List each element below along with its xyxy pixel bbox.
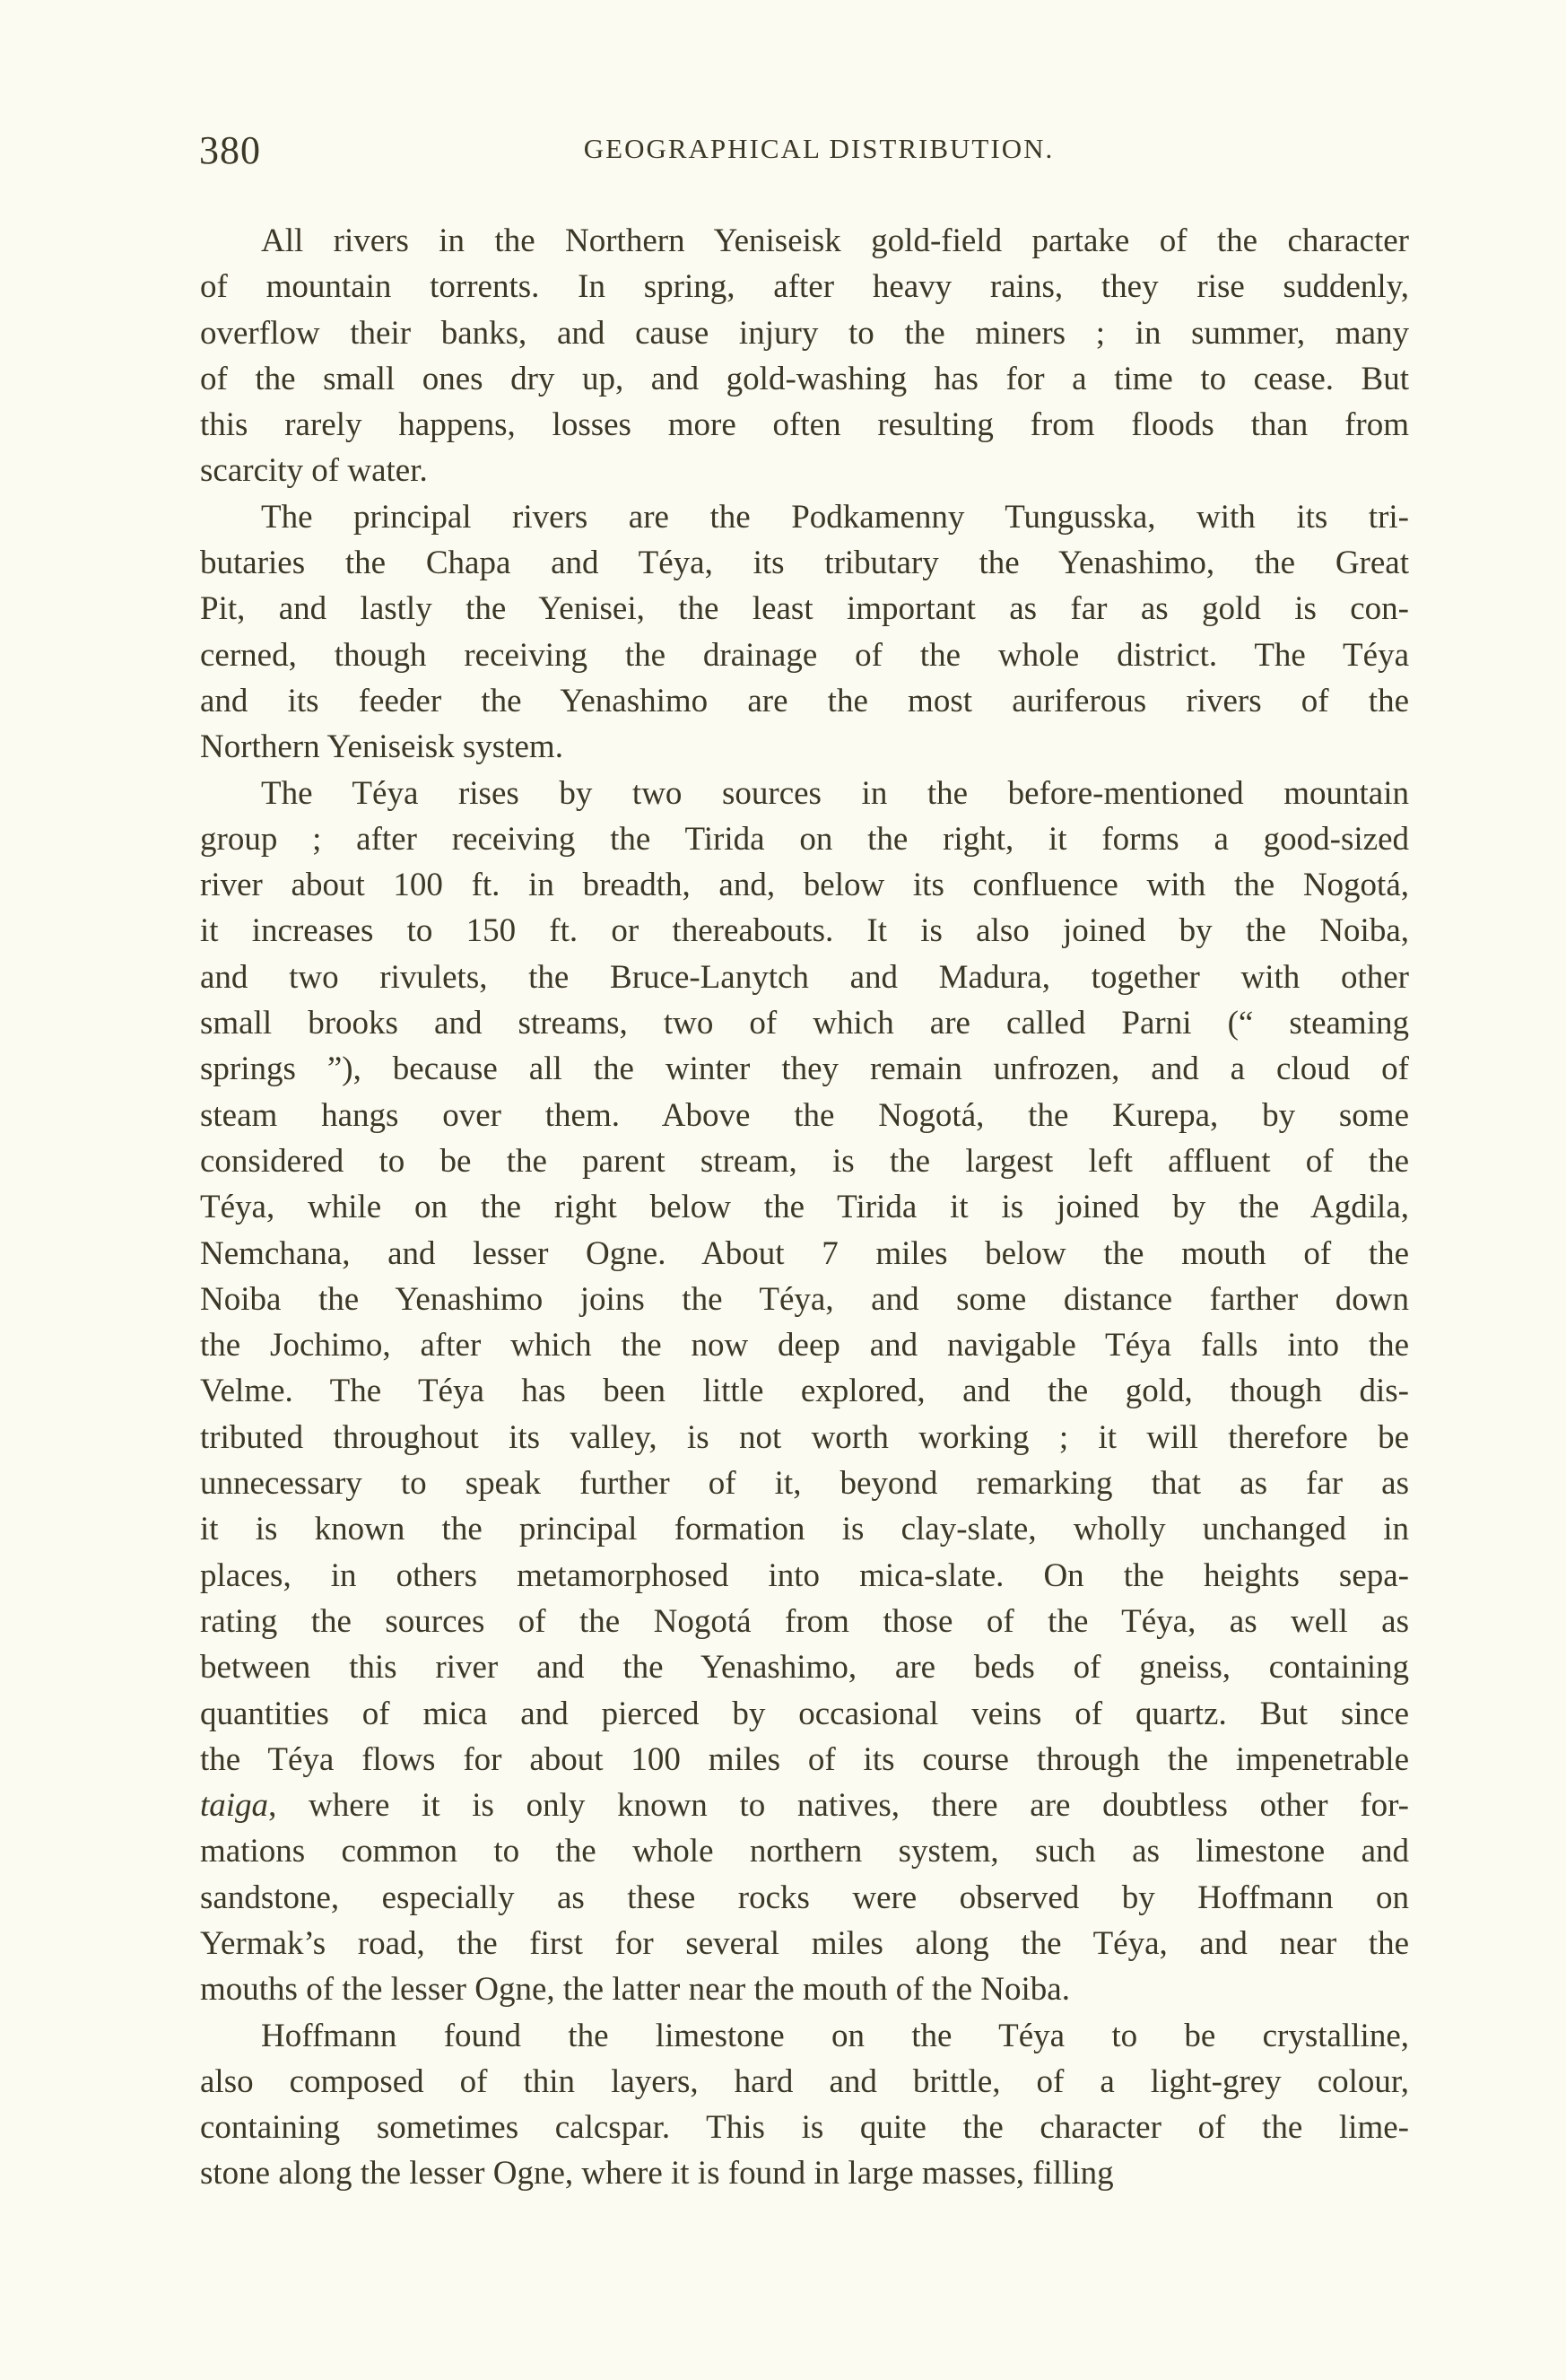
text-line: Velme. The Téya has been little explored, and the gold, though dis- [200, 1373, 1409, 1410]
italic-term: taiga [200, 1787, 269, 1825]
text-line: river about 100 ft. in breadth, and, below its confluence with the Nogotá, [200, 867, 1409, 904]
paragraph [200, 218, 1409, 494]
text-line: rating the sources of the Nogotá from those of the Téya, as well as [200, 1602, 1409, 1640]
text-line: also composed of thin layers, hard and brittle, of a light-grey colour, [200, 2062, 1409, 2100]
paragraph [200, 771, 1409, 2013]
text-line: The Téya rises by two sources in the before-mentioned mountain [261, 774, 1409, 812]
text-line: scarcity of water. [200, 452, 428, 490]
text-line: mouths of the lesser Ogne, the latter near the mouth of the Noiba. [200, 1971, 1070, 2009]
text-line: of the small ones dry up, and gold-washing has for a time to cease. But [200, 360, 1409, 397]
text-line: overflow their banks, and cause injury to the miners ; in summer, many [200, 314, 1409, 352]
text-line: group ; after receiving the Tirida on the right, it forms a good-sized [200, 820, 1409, 858]
text-line: small brooks and streams, two of which are called Parni (“ steaming [200, 1005, 1409, 1042]
text-line: it is known the principal formation is clay-slate, wholly unchanged in [200, 1511, 1409, 1548]
text-line: Hoffmann found the limestone on the Téya to be crystalline, [261, 2017, 1409, 2054]
text-line: considered to be the parent stream, is the largest left affluent of the [200, 1142, 1409, 1180]
text-line: sandstone, especially as these rocks were observed by Hoffmann on [200, 1879, 1409, 1916]
text-line: springs ”), because all the winter they remain unfrozen, and a cloud of [200, 1051, 1409, 1088]
text-line: Téya, while on the right below the Tirida it is joined by the Agdila, [200, 1189, 1409, 1226]
text-line: mations common to the whole northern system, such as limestone and [200, 1833, 1409, 1870]
text-line: unnecessary to speak further of it, beyond remarking that as far as [200, 1465, 1409, 1503]
body-text [200, 218, 1409, 2197]
text-line: All rivers in the Northern Yeniseisk gold-field partake of the character [261, 222, 1409, 259]
text-line: the Téya flows for about 100 miles of its course through the impenetrable [200, 1740, 1409, 1778]
text-line: Noiba the Yenashimo joins the Téya, and some distance farther down [200, 1280, 1409, 1318]
text-line: Pit, and lastly the Yenisei, the least important as far as gold is con- [200, 590, 1409, 628]
paragraph [200, 2013, 1409, 2197]
text-line: butaries the Chapa and Téya, its tributary the Yenashimo, the Great [200, 545, 1409, 582]
text-line: of mountain torrents. In spring, after heavy rains, they rise suddenly, [200, 268, 1409, 306]
text-line: cerned, though receiving the drainage of the whole district. The Téya [200, 636, 1409, 674]
text-line: between this river and the Yenashimo, are beds of gneiss, containing [200, 1649, 1409, 1687]
text-line: and two rivulets, the Bruce-Lanytch and Madura, together with other [200, 958, 1409, 996]
text-line: Northern Yeniseisk system. [200, 728, 563, 766]
text-line: steam hangs over them. Above the Nogotá, the Kurepa, by some [200, 1096, 1409, 1134]
text-line: The principal rivers are the Podkamenny Tungusska, with its tri- [261, 498, 1409, 536]
text-line: Nemchana, and lesser Ogne. About 7 miles below the mouth of the [200, 1234, 1409, 1272]
text-line: stone along the lesser Ogne, where it is found in large masses, filling [200, 2155, 1114, 2193]
page-number: 380 [199, 128, 261, 172]
text-line: the Jochimo, after which the now deep and navigable Téya falls into the [200, 1327, 1409, 1364]
text-line: this rarely happens, losses more often resulting from floods than from [200, 406, 1409, 444]
text-line: quantities of mica and pierced by occasional veins of quartz. But since [200, 1695, 1409, 1732]
paragraph [200, 494, 1409, 771]
text-line: taiga, where it is only known to natives, there are doubtless other for- [200, 1787, 1409, 1825]
text-line: containing sometimes calcspar. This is quite the character of the lime- [200, 2109, 1409, 2147]
text-line: places, in others metamorphosed into mica-slate. On the heights sepa- [200, 1556, 1409, 1594]
text-line: Yermak’s road, the first for several miles along the Téya, and near the [200, 1924, 1409, 1962]
running-title: GEOGRAPHICAL DISTRIBUTION. [583, 133, 1055, 164]
text-line: tributed throughout its valley, is not worth working ; it will therefore be [200, 1418, 1409, 1456]
text-line: it increases to 150 ft. or thereabouts. It is also joined by the Noiba, [200, 912, 1409, 950]
text-line: and its feeder the Yenashimo are the most auriferous rivers of the [200, 682, 1409, 719]
